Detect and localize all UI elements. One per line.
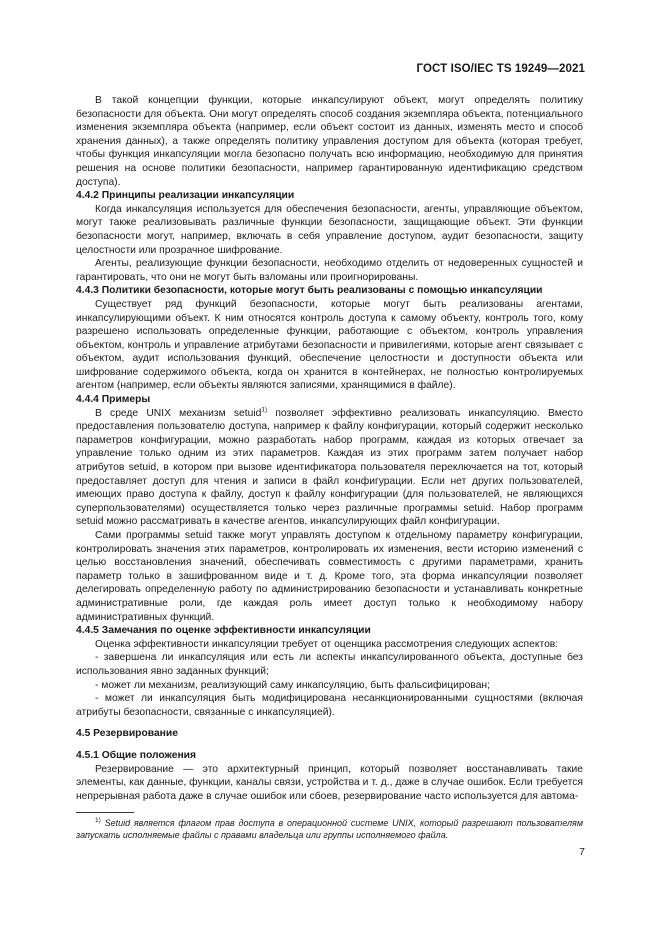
footnote-divider <box>76 812 134 813</box>
footnote-reference[interactable]: 1) <box>261 406 268 414</box>
paragraph: Резервирование — это архитектурный принцип, который позволяет восстанавливать такие элементы, как данные, функции, каналы связи, устройства и т. д., даже в случае ошибок. Если требуется непрерывная работа даже в случае ошибок или сбоев, резервирование часто используется для автома- <box>76 763 583 802</box>
footnote-text: Setuid является флагом прав доступа в операционной системе UNIX, который разрешают пользователям запускать исполняемые файлы с правами владельца или группы исполняемого файла. <box>76 818 583 840</box>
section-heading-4-5-1: 4.5.1 Общие положения <box>76 749 196 761</box>
paragraph: Сами программы setuid также могут управлять доступом к отдельному параметру конфигурации, контролировать значения этих параметров, контролировать их изменения, вести историю изменений с целью восстановления значений, обеспечивать совместимость с другими параметрами, хранить параметр только в зашифрованном виде и т. д. Кроме того, эта форма инкапсуляции позволяет делегировать определенную работу по администрированию безопасности и устанавливать конкретные административные роли, где каждая роль имеет доступ только к необходимому набору административных функций. <box>76 530 583 623</box>
paragraph-start: В среде UNIX механизм setuid <box>95 407 262 419</box>
list-item: - может ли механизм, реализующий саму инкапсуляцию, быть фальсифицирован; <box>95 679 490 691</box>
list-item: - завершена ли инкапсуляция или есть ли аспекты инкапсулированного объекта, доступные без использования явно заданных функций; <box>76 652 583 677</box>
document-header: ГОСТ ISO/IEC TS 19249—2021 <box>416 63 585 75</box>
section-heading-4-4-5: 4.4.5 Замечания по оценке эффективности инкапсуляции <box>76 625 371 637</box>
paragraph-rest: позволяет эффективно реализовать инкапсуляцию. Вместо предоставления пользователю доступа, например к файлу конфигурации, который содержит несколько параметров конфигурации, можно разработать набор программ, каждая из которых отвечает за управление только одним из этих параметров. Каждая из этих программ затем получает набор атрибутов setuid, в котором при вызове идентификатора пользователя переключается на тот, который предоставляет доступ для чтения и записи в файл конфигурации. Если нет других пользователей, имеющих право доступа к файлу, доступ к файлу конфигурации (для пользователей, не являющихся суперпользователями) осуществляется только через различные программы setuid. Набор программ setuid можно рассматривать в качестве агентов, инкапсулирующих файл конфигурации. <box>76 407 584 528</box>
footnote-mark: 1) <box>95 817 101 824</box>
paragraph: В такой концепции функции, которые инкапсулируют объект, могут определять политику безопасности для объекта. Они могут определять способ создания экземпляра объекта, потенциального изменения экземпляра объекта (например, если объект состоит из данных, изменять место и способ хранения данных), а также определять политику управления доступом для объекта (которая требует, чтобы функция инкапсуляции могла безопасно получать всю информацию, необходимую для принятия решения на основе политики безопасности, например гарантированную идентификацию средством доступа). <box>76 95 583 188</box>
paragraph: Оценка эффективности инкапсуляции требует от оценщика рассмотрения следующих аспектов: <box>95 638 559 650</box>
paragraph: Когда инкапсуляция используется для обеспечения безопасности, агенты, управляющие объектом, могут также реализовывать различные функции безопасности, защищающие объект. Эти функции безопасности могут, например, включать в себя управление доступом, аудит безопасности, защиту целостности или прозрачное шифрование. <box>76 203 583 256</box>
page-number: 7 <box>579 846 585 858</box>
paragraph: Агенты, реализующие функции безопасности, необходимо отделить от недоверенных сущностей и гарантировать, что они не могут быть взломаны или проигнорированы. <box>76 258 583 283</box>
section-heading-4-4-4: 4.4.4 Примеры <box>76 394 151 406</box>
footnote <box>76 817 583 841</box>
document-body <box>76 94 583 803</box>
list-item: - может ли инкапсуляция быть модифицирована несанкционированными сущностями (включая атрибуты безопасности, связанные с инкапсуляцией). <box>76 693 583 718</box>
section-heading-4-4-3: 4.4.3 Политики безопасности, которые могут быть реализованы с помощью инкапсуляции <box>76 285 543 297</box>
section-heading-4-5: 4.5 Резервирование <box>76 728 178 740</box>
paragraph <box>76 407 583 529</box>
paragraph: Существует ряд функций безопасности, которые могут быть реализованы агентами, инкапсулирующими объект. К ним относятся контроль доступа к самому объекту, контроль того, кому разрешено использовать определенные функции, работающие с объектом, контроль управления объектом, контроль и управление атрибутами безопасности и привилегиями, которые агент связывает с объектом, аудит использования функций, обеспечение целостности и доступности объекта или шифрование содержимого объекта, когда он хранится в контейнерах, не полностью контролируемых агентом (например, если объекты являются записями, хранящимися в файле). <box>76 298 583 392</box>
section-heading-4-4-2: 4.4.2 Принципы реализации инкапсуляции <box>76 190 295 202</box>
